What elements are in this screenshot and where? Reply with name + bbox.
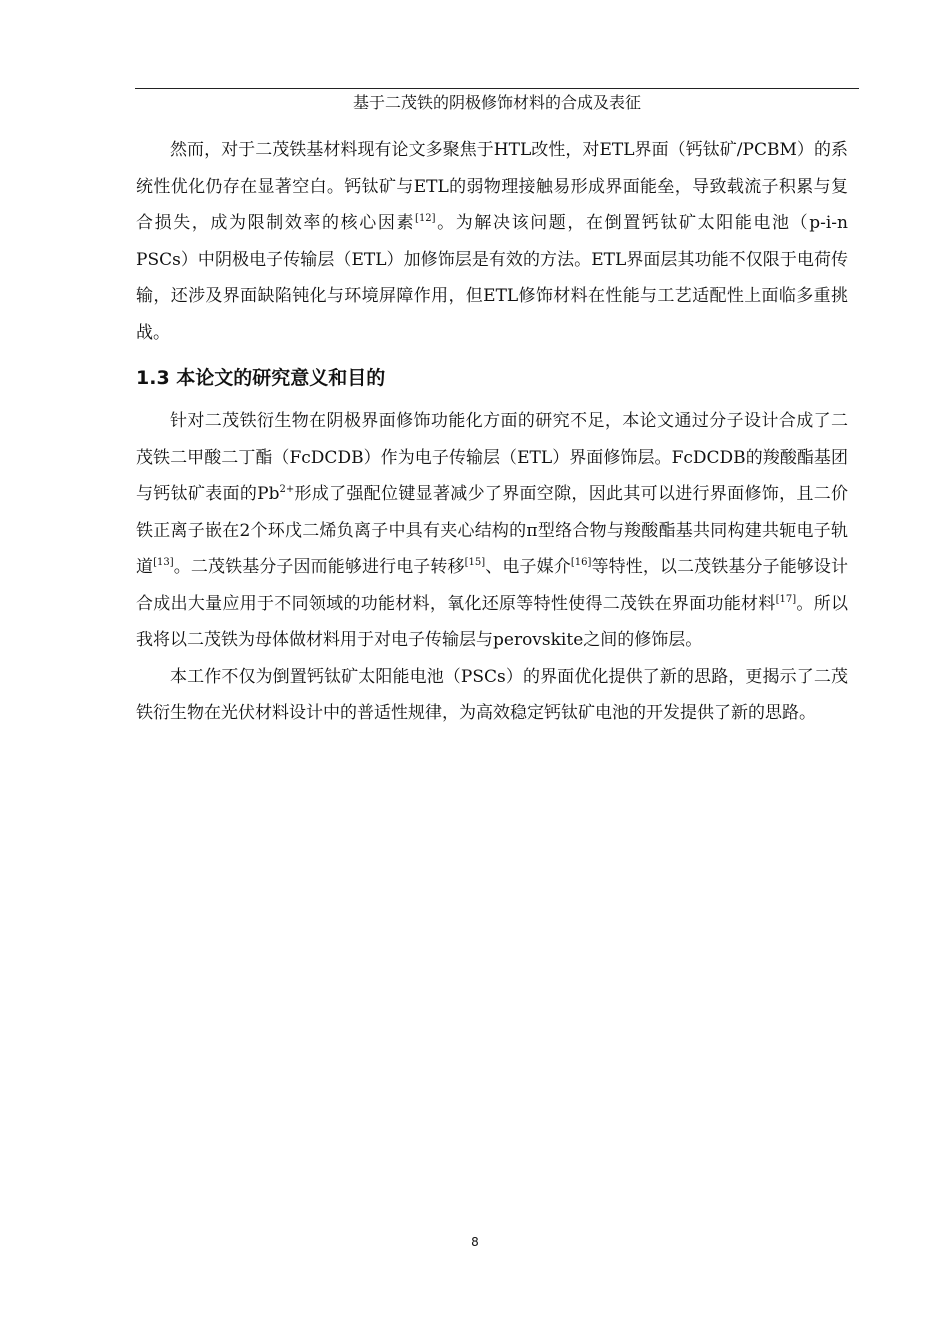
- citation-ref: [16]: [570, 557, 592, 568]
- page-number: 8: [471, 1235, 479, 1249]
- paragraph-text: 。所以我将以二茂铁为母体做材料用于对电子传输层与perovskite之间的修饰层。: [136, 593, 849, 650]
- section-heading: 1.3 本论文的研究意义和目的: [136, 367, 386, 389]
- paragraph-etl-interface: [136, 132, 848, 351]
- paragraph-text: 。二茂铁基分子因而能够进行电子转移: [173, 557, 465, 577]
- citation-ref: [15]: [464, 557, 486, 568]
- running-header: 基于二茂铁的阴极修饰材料的合成及表征: [352, 93, 641, 112]
- paragraph-text: 等特性，以二茂铁基分子能够设计合成出大量应用于不同领域的功能材料，氧化还原等特性使得二茂铁在界面功能材料: [136, 557, 849, 614]
- paragraph-text: 本工作不仅为倒置钙钛矿太阳能电池（PSCs）的界面优化提供了新的思路，更揭示了二茂铁衍生物在光伏材料设计中的普适性规律，为高效稳定钙钛矿电池的开发提供了新的思路。: [136, 666, 848, 723]
- paragraph-contribution: [136, 659, 848, 732]
- ion-charge: 2+: [279, 484, 295, 495]
- paragraph-research-purpose: [136, 403, 848, 659]
- citation-ref: [17]: [775, 593, 797, 605]
- citation-ref: [12]: [415, 213, 436, 224]
- header-rule: [135, 88, 859, 89]
- paragraph-text: 。为解决该问题，在倒置钙钛矿太阳能电池（p-i-n PSCs）中阴极电子传输层（ETL）加修饰层是有效的方法。ETL界面层其功能不仅限于电荷传输，还涉及界面缺陷钝化与环境屏障作用，但ETL修饰材料在性能与工艺适配性上面临多重挑战。: [136, 213, 848, 343]
- paragraph-text: 形成了强配位键显著减少了界面空隙，因此其可以进行界面修饰，且二价铁正离子嵌在2个环戊二烯负离子中具有夹心结构的π型络合物与羧酸酯基共同构建共轭电子轨道: [136, 484, 848, 577]
- paragraph-text: 针对二茂铁衍生物在阴极界面修饰功能化方面的研究不足，本论文通过分子设计合成了二茂铁二甲酸二丁酯（FcDCDB）作为电子传输层（ETL）界面修饰层。FcDCDB的羧酸酯基团与钙钛矿表面的Pb: [136, 411, 848, 504]
- paragraph-text: 、电子媒介: [485, 557, 571, 577]
- paragraph-text: 然而，对于二茂铁基材料现有论文多聚焦于HTL改性，对ETL界面（钙钛矿/PCBM）的系统性优化仍存在显著空白。钙钛矿与ETL的弱物理接触易形成界面能垒，导致载流子积累与复合损失，成为限制效率的核心因素: [136, 140, 848, 233]
- page-body: [136, 132, 848, 732]
- citation-ref: [13]: [153, 557, 174, 568]
